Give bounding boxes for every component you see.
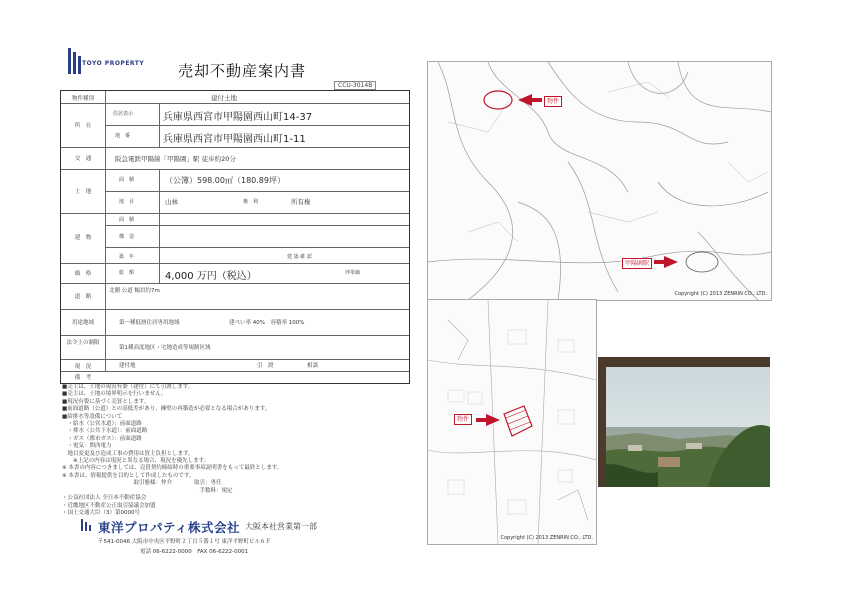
row-label: 交 通 [74,156,92,162]
transport-value: 阪急電鉄甲陽線「甲陽園」駅 徒歩約20分 [115,155,236,163]
note-line: ■現況有姿に基づく売買とします。 [62,398,150,405]
row-label: 道 路 [74,294,92,300]
row-label: 所 在 [74,123,92,129]
row-road [61,283,409,310]
price-unit-label: 坪単価 [345,270,361,276]
building-year-label: 築 年 [119,254,135,260]
land-area-value: （公簿）598.00㎡（180.89坪） [165,176,285,185]
map2-copyright: Copyright (C) 2013 ZENRIN CO., LTD. [500,535,593,541]
row-price [61,263,409,284]
row-label: 備 考 [74,375,92,381]
company-branch: 大阪本社営業第一部 [245,522,317,531]
property-type: 建付土地 [211,94,237,102]
row-zoning [61,309,409,336]
land-category-label: 地 目 [119,199,135,205]
row-label: 法令上の制限 [66,340,100,346]
row-label: 物件種別 [71,96,94,102]
price-total-label: 総 額 [119,270,135,276]
building-area-label: 面 積 [119,217,135,223]
notes-section [62,384,408,517]
map1-target-label: 物件 [544,96,562,107]
site-photo-image [598,357,770,487]
row-location [61,103,409,148]
note-line: ・国土交通大臣（3）第0000号 [62,509,140,516]
row-label: 用途地域 [71,320,94,326]
note-line: ・排水（公共下水道）：前面道路 [62,428,148,435]
row-legal [61,335,409,360]
note-line: 手数料：規定 [62,487,233,494]
lot-value: 兵庫県西宮市甲陽園西山町1-11 [163,134,306,145]
land-category-value: 山林 [165,198,178,206]
zoning-value: 第一種低層住居専用地域 [119,320,180,326]
note-line: ※ 本書は、情報提供を目的として作成したものです。 [62,472,195,479]
company-mark-icon [80,518,94,532]
note-line: ・給水（公営水道）：前面道路 [62,421,142,428]
row-label: 現 況 [74,364,92,370]
address-label: 住居表示 [113,111,134,117]
row-land [61,169,409,214]
company-phone: 電話 06-6222-0000 FAX 06-6222-0001 [140,549,249,555]
area-map [427,61,772,301]
property-info-table [60,90,410,384]
legal-value: 第1種高度地区・宅地造成等規制区域 [119,345,211,351]
land-rights-label: 権 利 [243,199,259,205]
company-name: 東洋プロパティ株式会社 [98,520,241,535]
detail-map [427,299,597,545]
note-line: ※上記の内容は現況と異なる場合、現況を優先します。 [62,458,210,465]
price-value: 4,000 万円（税込） [165,271,257,282]
company-address: 〒541-0046 大阪市中央区平野町２丁目５番１号 東洋平野町ビル６Ｆ [98,539,271,545]
building-structure-label: 構 造 [119,234,135,240]
note-line: 地目変更及び造成工事の費用は買主負担とします。 [62,450,194,457]
address-value: 兵庫県西宮市甲陽園西山町14-37 [163,112,313,123]
lot-label: 地 番 [115,133,131,139]
building-permit-label: 建 築 確 認 [287,254,312,260]
note-line: 取引態様：仲介 取引：専任 [62,480,222,487]
row-label: 価 格 [74,271,92,277]
row-notes [61,371,409,383]
page-title: 売却不動産案内書 [178,62,307,80]
land-area-label: 面 積 [119,177,135,183]
area-map-drawing [428,62,771,300]
note-line: ※ 本書の内容につきましては、売買契約締結時の重要事項説明書をもって最終とします。 [62,465,283,472]
map1-copyright: Copyright (C) 2013 ZENRIN CO., LTD. [674,291,767,297]
zoning-ratio: 建ぺい率 40% 容積率 100% [229,320,305,326]
delivery-label: 引 渡 [257,363,274,369]
note-line: ・ガス（都市ガス）：前面道路 [62,435,142,442]
road-value: 北側 公道 幅員約7m [109,288,160,294]
row-building [61,213,409,264]
map1-station-label: 甲陽園駅 [622,258,652,269]
row-label: 土 地 [74,189,92,195]
row-label: 建 物 [74,235,92,241]
property-id: CCU-3014B [334,81,376,90]
brand-logo-text: TOYO PROPERTY [82,60,145,67]
delivery-value: 相談 [307,363,319,369]
note-line: ■前面道路（公道）との高低差があり、擁壁の再築造が必要となる場合があります。 [62,406,271,413]
note-line: ・電気：関西電力 [62,443,112,450]
land-rights-value: 所有権 [291,198,311,206]
note-line: ■給排水等設備について [62,413,123,420]
note-line: ■売主は、土地の境界明示を行いません。 [62,391,167,398]
site-photo [598,357,770,487]
status-value: 建付地 [119,363,136,369]
note-line: ■売主は、土地の現況有姿（建付）にて引渡します。 [62,384,194,390]
note-line: ・公益社団法人 全日本不動産協会 [62,495,147,502]
note-line: ・近畿地区不動産公正取引協議会加盟 [62,502,156,509]
row-transport [61,147,409,170]
map2-target-label: 物件 [454,414,472,425]
